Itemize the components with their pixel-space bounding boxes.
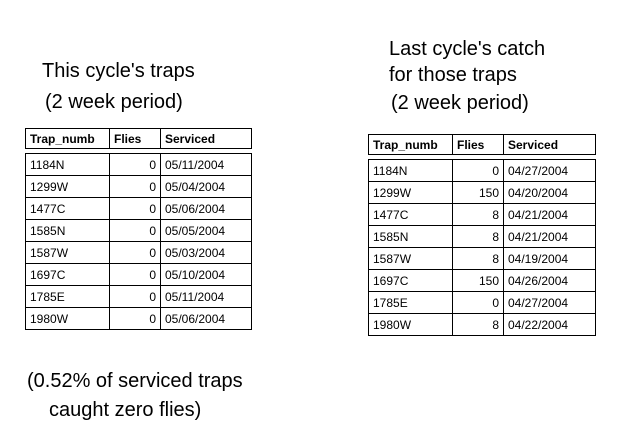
left-title-line2: (2 week period) bbox=[45, 91, 183, 113]
right-header-flies: Flies bbox=[453, 135, 504, 155]
serviced-cell: 05/11/2004 bbox=[161, 154, 252, 176]
flies-cell: 8 bbox=[453, 204, 504, 226]
left-header-trap: Trap_numb bbox=[26, 129, 110, 149]
serviced-cell: 05/05/2004 bbox=[161, 220, 252, 242]
flies-cell: 8 bbox=[453, 314, 504, 336]
serviced-cell: 04/27/2004 bbox=[504, 160, 596, 182]
right-trap-table bbox=[368, 134, 596, 336]
trap-cell: 1299W bbox=[26, 176, 110, 198]
right-title-line2: for those traps bbox=[389, 64, 517, 86]
right-header-trap: Trap_numb bbox=[369, 135, 453, 155]
table-row bbox=[369, 160, 596, 182]
serviced-cell: 05/06/2004 bbox=[161, 308, 252, 330]
serviced-cell: 05/11/2004 bbox=[161, 286, 252, 308]
table-row bbox=[369, 292, 596, 314]
serviced-cell: 05/06/2004 bbox=[161, 198, 252, 220]
serviced-cell: 05/10/2004 bbox=[161, 264, 252, 286]
table-row bbox=[369, 204, 596, 226]
trap-cell: 1980W bbox=[26, 308, 110, 330]
table-row bbox=[369, 270, 596, 292]
table-row bbox=[369, 248, 596, 270]
trap-cell: 1585N bbox=[26, 220, 110, 242]
serviced-cell: 04/26/2004 bbox=[504, 270, 596, 292]
right-title-line1: Last cycle's catch bbox=[389, 38, 546, 60]
table-row bbox=[26, 286, 252, 308]
table-row bbox=[26, 220, 252, 242]
trap-cell: 1587W bbox=[26, 242, 110, 264]
right-title-line3: (2 week period) bbox=[391, 92, 529, 114]
serviced-cell: 04/21/2004 bbox=[504, 204, 596, 226]
trap-cell: 1587W bbox=[369, 248, 453, 270]
trap-cell: 1697C bbox=[26, 264, 110, 286]
left-trap-table bbox=[25, 128, 252, 330]
serviced-cell: 04/21/2004 bbox=[504, 226, 596, 248]
serviced-cell: 05/03/2004 bbox=[161, 242, 252, 264]
trap-cell: 1477C bbox=[26, 198, 110, 220]
table-row bbox=[26, 264, 252, 286]
table-row bbox=[369, 182, 596, 204]
trap-cell: 1585N bbox=[369, 226, 453, 248]
trap-cell: 1184N bbox=[369, 160, 453, 182]
flies-cell: 8 bbox=[453, 248, 504, 270]
flies-cell: 0 bbox=[110, 264, 161, 286]
trap-cell: 1184N bbox=[26, 154, 110, 176]
flies-cell: 0 bbox=[453, 160, 504, 182]
footnote-line1: (0.52% of serviced traps bbox=[27, 370, 243, 392]
table-row bbox=[26, 242, 252, 264]
flies-cell: 0 bbox=[110, 308, 161, 330]
serviced-cell: 04/19/2004 bbox=[504, 248, 596, 270]
table-row bbox=[26, 176, 252, 198]
flies-cell: 0 bbox=[110, 242, 161, 264]
table-row bbox=[369, 226, 596, 248]
trap-cell: 1299W bbox=[369, 182, 453, 204]
flies-cell: 0 bbox=[110, 154, 161, 176]
right-header-serviced: Serviced bbox=[504, 135, 596, 155]
flies-cell: 0 bbox=[110, 198, 161, 220]
flies-cell: 0 bbox=[110, 220, 161, 242]
serviced-cell: 04/27/2004 bbox=[504, 292, 596, 314]
left-header-flies: Flies bbox=[110, 129, 161, 149]
flies-cell: 0 bbox=[453, 292, 504, 314]
table-row bbox=[26, 198, 252, 220]
flies-cell: 0 bbox=[110, 286, 161, 308]
trap-cell: 1785E bbox=[26, 286, 110, 308]
trap-cell: 1477C bbox=[369, 204, 453, 226]
flies-cell: 150 bbox=[453, 182, 504, 204]
left-table-header-row bbox=[26, 129, 252, 149]
table-row bbox=[26, 154, 252, 176]
flies-cell: 8 bbox=[453, 226, 504, 248]
trap-cell: 1785E bbox=[369, 292, 453, 314]
footnote-line2: caught zero flies) bbox=[49, 399, 202, 421]
right-table-header-row bbox=[369, 135, 596, 155]
serviced-cell: 04/20/2004 bbox=[504, 182, 596, 204]
flies-cell: 150 bbox=[453, 270, 504, 292]
table-row bbox=[369, 314, 596, 336]
table-row bbox=[26, 308, 252, 330]
serviced-cell: 04/22/2004 bbox=[504, 314, 596, 336]
flies-cell: 0 bbox=[110, 176, 161, 198]
trap-cell: 1980W bbox=[369, 314, 453, 336]
serviced-cell: 05/04/2004 bbox=[161, 176, 252, 198]
left-title-line1: This cycle's traps bbox=[42, 60, 195, 82]
left-header-serviced: Serviced bbox=[161, 129, 252, 149]
trap-cell: 1697C bbox=[369, 270, 453, 292]
